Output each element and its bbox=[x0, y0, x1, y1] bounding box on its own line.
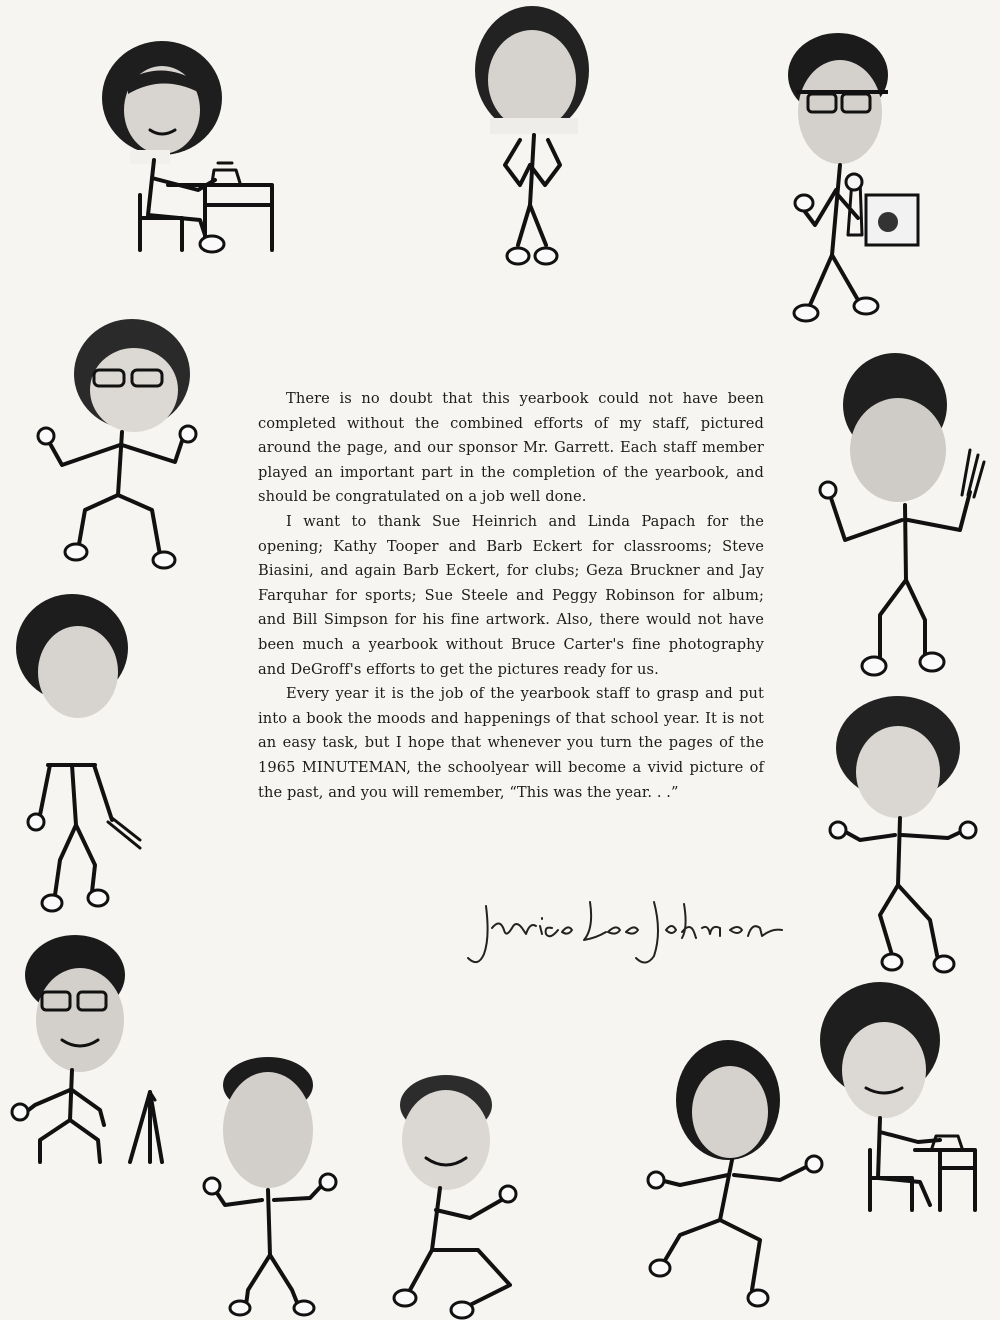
staff-photo-face bbox=[223, 1072, 313, 1188]
figure-bottom-left-easel bbox=[12, 935, 162, 1162]
staff-photo-face bbox=[488, 30, 576, 130]
figure-bottom-center-right-kneeling bbox=[648, 1040, 822, 1306]
figure-right-upper-waving bbox=[820, 353, 984, 675]
figure-top-left-typing bbox=[102, 41, 272, 252]
figure-top-center-standing bbox=[475, 6, 589, 264]
figure-right-middle-dancing bbox=[830, 696, 976, 972]
letter-paragraph: There is no doubt that this yearbook could not have been completed without the combined efforts of my staff, pictured around the page, and our sponsor Mr. Garrett. Each staff member played an important part in the completion of the yearbook, and should be congratulated on a job well done. bbox=[258, 390, 764, 506]
letter-paragraph: I want to thank Sue Heinrich and Linda Papach for the opening; Kathy Tooper and Barb Eckert for classrooms; Steve Biasini, and again Barb Eckert, for clubs; Geza Bruckner and Jay Farquhar for sports; Sue Steele and Peggy Robinson for album; and Bill Simpson for his fine artwork. Also, there would not have been much a yearbook without Bruce Carter's fine photography and DeGroff's efforts to get the pictures ready for us. bbox=[258, 512, 764, 678]
staff-photo-face bbox=[402, 1090, 490, 1190]
staff-photo-face bbox=[692, 1066, 768, 1158]
editor-letter bbox=[258, 387, 764, 805]
figure-bottom-center-left bbox=[204, 1057, 336, 1315]
staff-photo-face bbox=[90, 348, 178, 432]
figure-top-right-camera bbox=[788, 33, 918, 321]
staff-photo-face bbox=[842, 1022, 926, 1118]
figure-bottom-center-sitting bbox=[394, 1075, 516, 1318]
figure-bottom-right-typing bbox=[820, 982, 975, 1210]
staff-photo-face bbox=[856, 726, 940, 818]
figure-left-upper-running bbox=[38, 319, 196, 568]
staff-photo-face bbox=[38, 626, 118, 718]
staff-photo-face bbox=[850, 398, 946, 502]
letter-paragraph: Every year it is the job of the yearbook staff to grasp and put into a book the moods and happenings of that school year. It is not an easy task, but I hope that whenever you turn the pages of the 1965 MINUTEMAN, the schoolyear will become a vivid picture of the past, and you will remember, “This was the year. . .” bbox=[258, 685, 764, 801]
figure-left-middle-walking bbox=[16, 594, 140, 911]
staff-photo-face bbox=[36, 968, 124, 1072]
signature bbox=[456, 888, 786, 978]
